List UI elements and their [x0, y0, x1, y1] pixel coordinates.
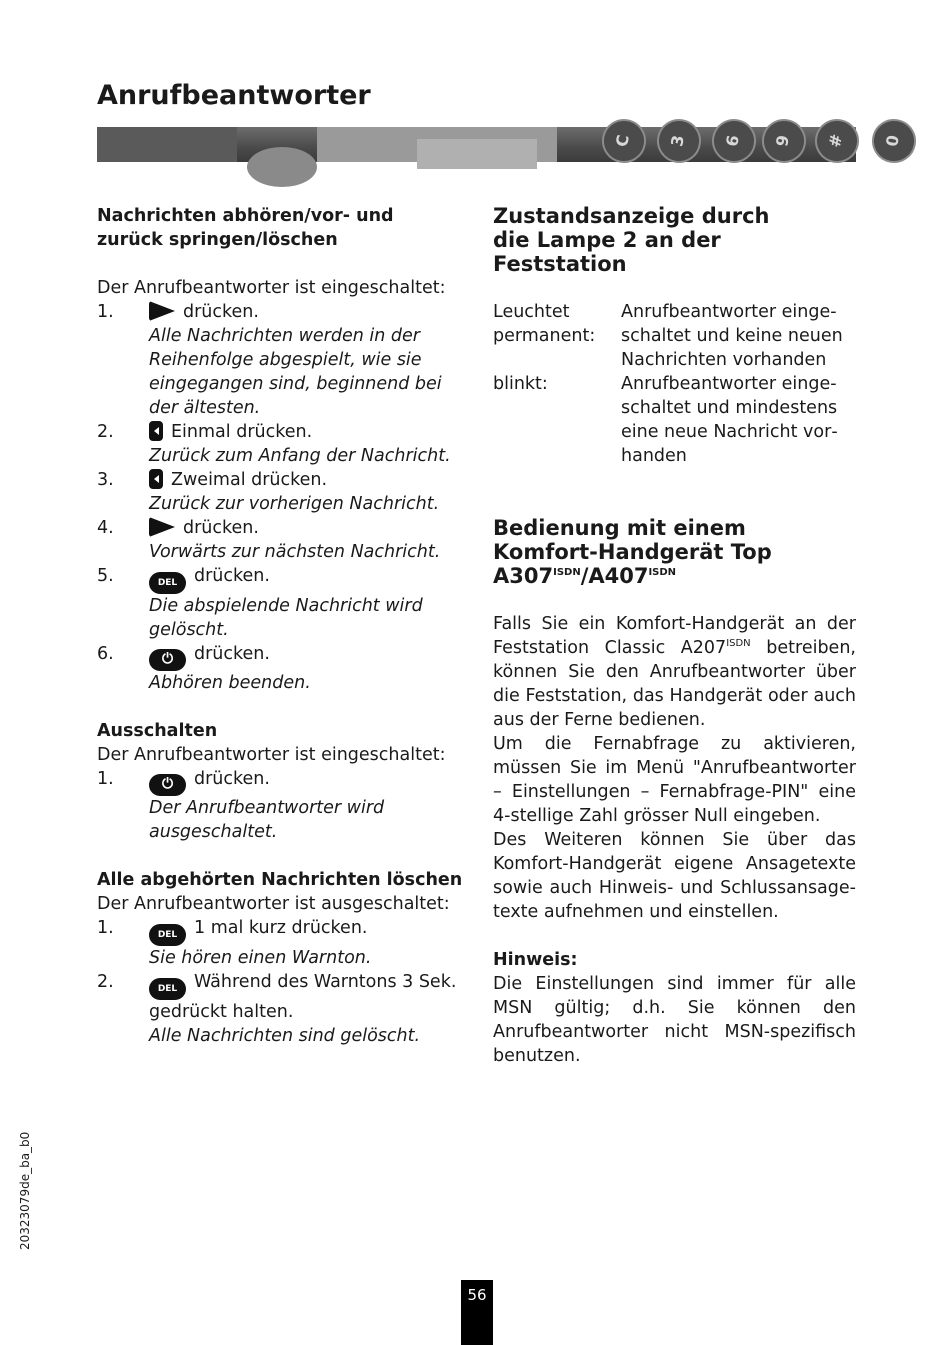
skip-back-icon: [149, 469, 163, 489]
right-column: [493, 204, 856, 1068]
section-intro: Der Anrufbeantworter ist ausgeschaltet:: [97, 894, 450, 914]
section-heading: Alle abgehörten Nachrichten löschen: [97, 870, 463, 890]
paragraph: Des Weiteren können Sie über das Komfort-Handgerät eigene Ansagetexte sowie auch Hinweis- und Schlussansagetexte aufnehmen und einstellen.: [493, 830, 856, 922]
paragraph: Um die Fernabfrage zu aktivieren, müssen Sie im Menü "Anrufbeantworter – Einstellungen – Fernabfrage-PIN" eine 4-stellige Zahl grösser Null eingeben.: [493, 734, 856, 826]
keypad-key: 0: [869, 116, 920, 167]
keypad-key: 3: [654, 116, 705, 167]
document-code: 20323079de_ba_b0: [18, 1131, 32, 1250]
list-item: 4. drücken. Vorwärts zur nächsten Nachricht.: [97, 518, 441, 562]
del-button-icon: DEL: [149, 924, 186, 946]
section-heading: Ausschalten: [97, 721, 218, 741]
list-item: 6. ⏻ drücken. Abhören beenden.: [97, 644, 311, 693]
section-heading: Bedienung mit einem Komfort-Handgerät Top $A307^{ISDN}/A407^{ISDN}$: [493, 516, 772, 588]
del-button-icon: DEL: [149, 978, 186, 1000]
section-heading: Nachrichten abhören/vor- und zurück springen/löschen: [97, 206, 394, 250]
list-item: 2. Einmal drücken. Zurück zum Anfang der Nachricht.: [97, 422, 451, 466]
play-icon: [149, 517, 175, 537]
section-intro: Der Anrufbeantworter ist eingeschaltet:: [97, 278, 446, 298]
power-icon: ⏻: [149, 649, 186, 671]
list-item: 3. Zweimal drücken. Zurück zur vorherigen Nachricht.: [97, 470, 440, 514]
keypad-key: #: [812, 116, 863, 167]
note-text: Die Einstellungen sind immer für alle MSN gültig; d.h. Sie können den Anrufbeantworter nicht MSN-spezifisch benutzen.: [493, 974, 856, 1066]
list-item: 1. drücken. Alle Nachrichten werden in der Reihenfolge abgespielt, wie sie eingegangen sind, beginnend bei der ältesten.: [97, 302, 442, 418]
status-row: Leuchtet permanent: Anrufbeantworter eingeschaltet und keine neuen Nachrichten vorhanden: [493, 302, 843, 370]
status-row: blinkt: Anrufbeantworter eingeschaltet und mindestens eine neue Nachricht vorhanden: [493, 374, 838, 466]
section-intro: Der Anrufbeantworter ist eingeschaltet:: [97, 745, 446, 765]
skip-back-icon: [149, 421, 163, 441]
list-item: 5. DEL drücken. Die abspielende Nachricht wird gelöscht.: [97, 566, 423, 640]
page-number: 56: [461, 1280, 493, 1345]
keypad-key: 9: [759, 116, 810, 167]
play-icon: [149, 301, 175, 321]
paragraph: Falls Sie ein Komfort-Handgerät an der Feststation Classic $A207^{ISDN}$ betreiben, können Sie den Anrufbeantworter über die Feststation, das Handgerät oder auch aus der Ferne bedienen.: [493, 614, 856, 730]
del-button-icon: DEL: [149, 572, 186, 594]
keypad-key: 6: [709, 116, 760, 167]
section-heading: Zustandsanzeige durch die Lampe 2 an der Feststation: [493, 204, 770, 276]
keypad-key: C: [599, 116, 650, 167]
list-item: 1. DEL 1 mal kurz drücken. Sie hören einen Warnton.: [97, 918, 372, 968]
power-icon: ⏻: [149, 774, 186, 796]
page-title: Anrufbeantworter: [97, 80, 371, 111]
list-item: 2. DEL Während des Warntons 3 Sek. gedrückt halten. Alle Nachrichten sind gelöscht.: [97, 972, 457, 1046]
phone-keypad-banner: [97, 127, 903, 162]
note-heading: Hinweis:: [493, 950, 578, 970]
left-column: [97, 204, 467, 1048]
list-item: 1. ⏻ drücken. Der Anrufbeantworter wird ausgeschaltet.: [97, 769, 385, 842]
